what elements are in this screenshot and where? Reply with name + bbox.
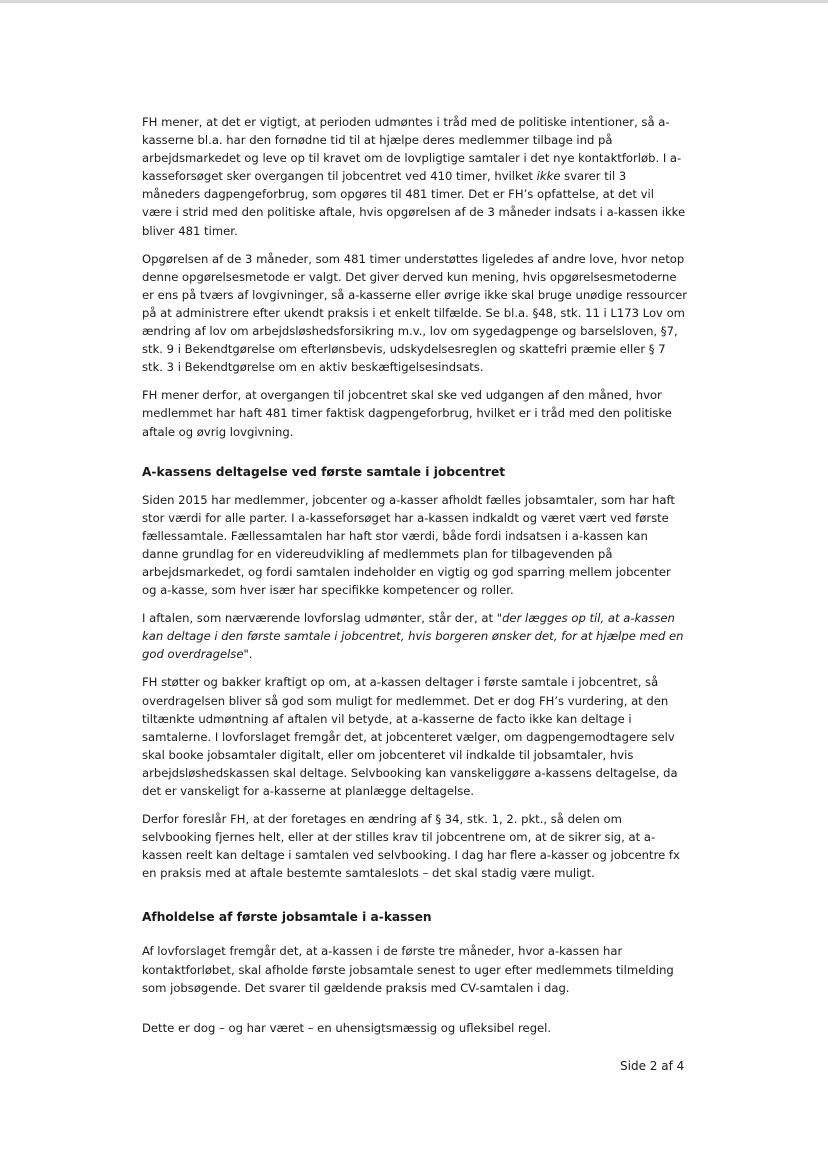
quote-italic: der lægges op til, at a-kassen kan deltage i den første samtale i jobcentret, hvis borgeren ønsker det, for at hjælpe med en god overdragelse [142,611,684,662]
paragraph-rule-comment: Dette er dog – og har været – en uhensigtsmæssig og ufleksibel regel. [142,1020,552,1035]
scan-top-edge [0,0,828,3]
paragraph-fh-support: FH støtter og bakker kraftigt op om, at a-kassen deltager i første samtale i jobcentret, så overdragelsen bliver så god som muligt for medlemmet. Det er dog FH’s vurdering, at den tiltænkte udmøntning af aftalen vil betyde, at a-kasserne de facto ikke kan deltage i samtalerne. I lovforslaget fremgår det, at jobcenteret vælger, om dagpengemodtagere selv skal booke jobsamtaler digitalt, eller om jobcenteret vil indkalde til jobsamtaler, hvis arbejdsløshedskassen skal deltage. Selvbooking kan vanskeliggøre a-kassens deltagelse, da det er vanskeligt for a-kasserne at planlægge deltagelse. [142,675,678,798]
paragraph-joint-meetings: Siden 2015 har medlemmer, jobcenter og a-kasser afholdt fælles jobsamtaler, som har haft stor værdi for alle parter. I a-kasseforsøget har a-kassen indkaldt og været vært ved første fællessamtale. Fællessamtalen har haft stor værdi, både fordi indsatsen i a-kassen kan danne grundlag for en videreudvikling af medlemmets plan for tilbagevenden på arbejdsmarkedet, og fordi samtalen indeholder en vigtig og god sparring mellem jobcenter og a-kasse, som hver især har specifikke kompetencer og roller. [142,492,675,598]
section-heading-participation: A-kassens deltagelse ved første samtale i jobcentret [142,464,506,479]
paragraph-calculation: Opgørelsen af de 3 måneder, som 481 timer understøttes ligeledes af andre love, hvor netop denne opgørelsesmetode er valgt. Det giver derved kun mening, hvis opgørelsesmetoderne er ens på tværs af lovgivninger, så a-kasserne eller øvrige ikke skal bruge unødige ressourcer på at administrere efter ukendt praksis i et enkelt tilfælde. Se bl.a. §48, stk. 11 i L173 Lov om ændring af lov om arbejdsløshedsforsikring m.v., lov om sygedagpenge og barselsloven, §7, stk. 9 i Bekendtgørelse om efterlønsbevis, udskydelsesreglen og skattefri præmie eller § 7 stk. 3 i Bekendtgørelse om en aktiv beskæftigelsesindsats. [142,251,687,375]
section-heading-first-meeting: Afholdelse af første jobsamtale i a-kassen [142,910,432,925]
paragraph-first-meeting: Af lovforslaget fremgår det, at a-kassen i de første tre måneder, hvor a-kassen har kontaktforløbet, skal afholde første jobsamtale senest to uger efter medlemmets tilmelding som jobsøgende. Det svarer til gældende praksis med CV-samtalen i dag. [142,944,674,995]
page-number: Side 2 af 4 [620,1059,685,1073]
paragraph-proposal: Derfor foreslår FH, at der foretages en ændring af § 34, stk. 1, 2. pkt., så delen om selvbooking fjernes helt, eller at der stilles krav til jobcentrene om, at de sikrer sig, at a-kassen reelt kan deltage i samtalen ved selvbooking. I dag har flere a-kasser og jobcentre fx en praksis med at aftale bestemte samtaleslots – det skal stadig være muligt. [142,812,680,881]
paragraph-period: FH mener, at det er vigtigt, at perioden udmøntes i tråd med de politiske intentioner, så a-kasserne bl.a. har den fornødne tid til at hjælpe deres medlemmer tilbage ind på arbejdsmarkedet og leve op til kravet om de lovpligtige samtaler i det nye kontaktforløb. I a-kasseforsøget sker overgangen til jobcentret ved 410 timer, hvilket ikke svarer til 3 måneders dagpengeforbrug, som opgøres til 481 timer. Det er FH’s opfattelse, at det vil være i strid med den politiske aftale, hvis opgørelsen af de 3 måneder indsats i a-kassen ikke bliver 481 timer. [142,115,686,238]
paragraph-agreement-quote: I aftalen, som nærværende lovforslag udmønter, står der, at "der lægges op til, at a-kassen kan deltage i den første samtale i jobcentret, hvis borgeren ønsker det, for at hjælpe med en god overdragelse". [142,611,684,662]
paragraph-conclusion: FH mener derfor, at overgangen til jobcentret skal ske ved udgangen af den måned, hvor medlemmet har haft 481 timer faktisk dagpengeforbrug, hvilket er i tråd med den politiske aftale og øvrig lovgivning. [142,388,672,439]
document-body [142,113,687,1047]
emphasis-ikke: ikke [536,169,561,184]
